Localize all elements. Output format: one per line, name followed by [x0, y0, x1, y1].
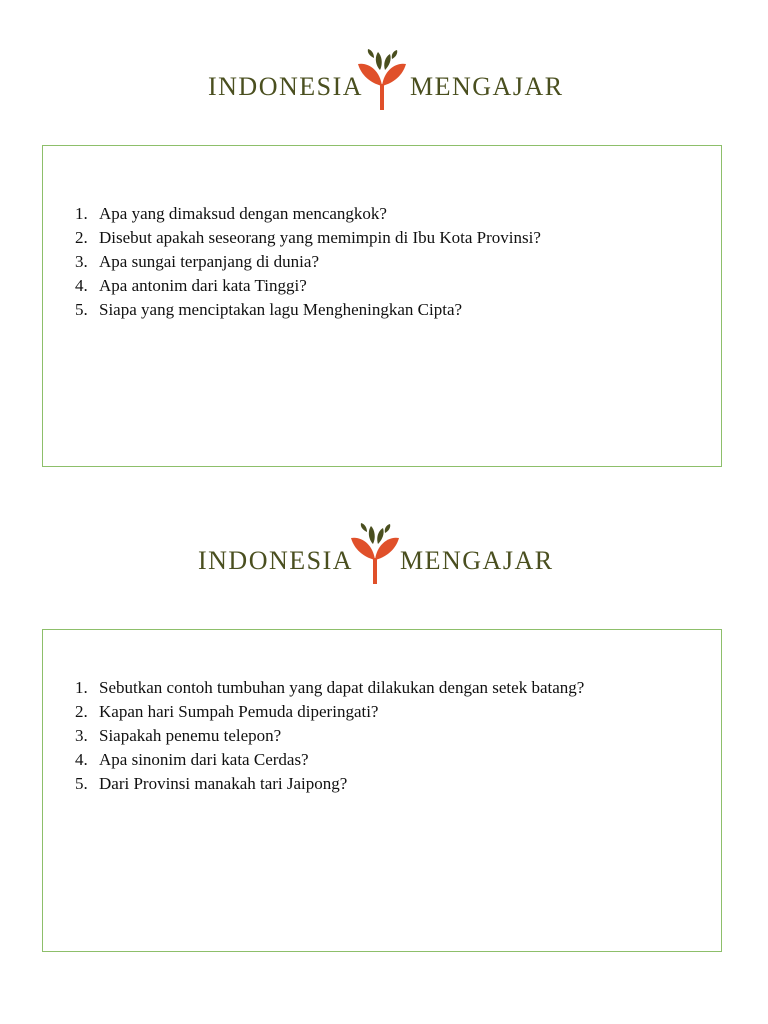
sprout-icon — [345, 522, 405, 592]
logo-word-left: INDONESIA — [198, 546, 354, 575]
question-item: 1. Apa yang dimaksud dengan mencangkok? — [75, 204, 387, 223]
question-item: 5. Dari Provinsi manakah tari Jaipong? — [75, 774, 348, 793]
question-item: 5. Siapa yang menciptakan lagu Mengheningkan Cipta? — [75, 300, 463, 319]
question-item: 1. Sebutkan contoh tumbuhan yang dapat dilakukan dengan setek batang? — [75, 678, 585, 697]
sprout-icon — [352, 48, 412, 118]
question-item: 3. Apa sungai terpanjang di dunia? — [75, 252, 319, 271]
question-item: 4. Apa sinonim dari kata Cerdas? — [75, 750, 309, 769]
question-list-2 — [75, 676, 584, 796]
question-item: 3. Siapakah penemu telepon? — [75, 726, 282, 745]
logo-word-left: INDONESIA — [208, 72, 364, 101]
question-item: 4. Apa antonim dari kata Tinggi? — [75, 276, 307, 295]
logo-top — [0, 48, 768, 118]
question-list-1 — [75, 202, 541, 322]
question-card-1 — [42, 145, 722, 467]
logo-word-right: MENGAJAR — [410, 72, 564, 101]
question-item: 2. Kapan hari Sumpah Pemuda diperingati? — [75, 702, 379, 721]
logo-bottom — [0, 522, 768, 592]
logo-word-right: MENGAJAR — [400, 546, 554, 575]
question-item: 2. Disebut apakah seseorang yang memimpin di Ibu Kota Provinsi? — [75, 228, 541, 247]
question-card-2 — [42, 629, 722, 952]
